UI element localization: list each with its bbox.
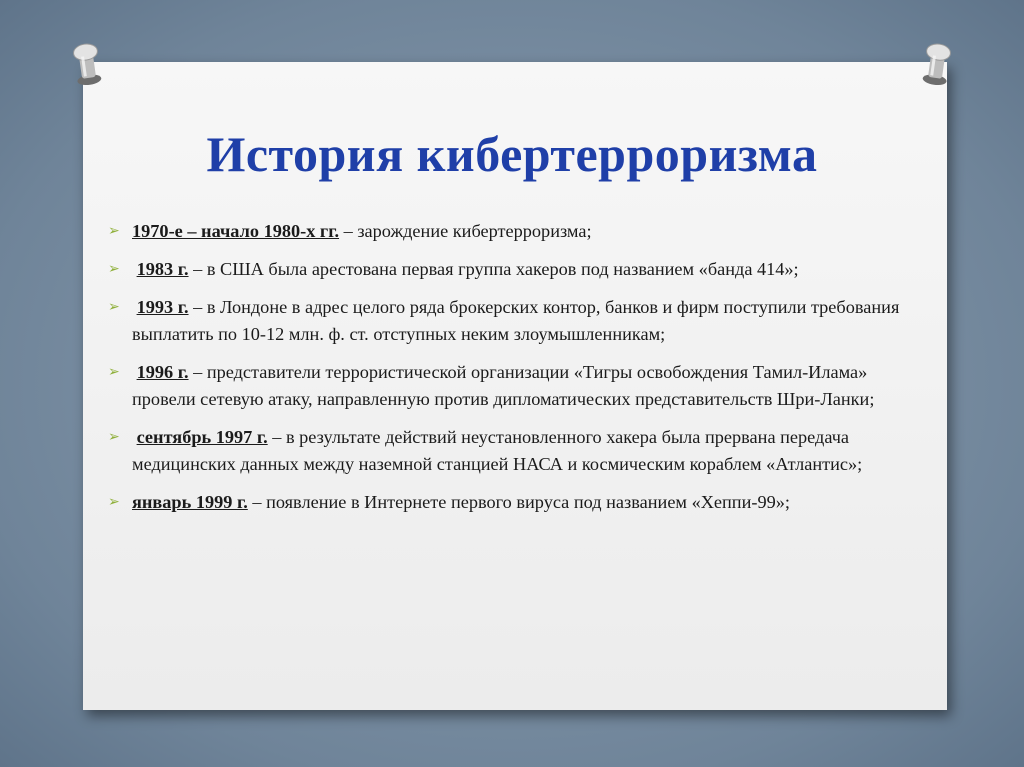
arrow-bullet-icon: ➢ — [108, 494, 120, 510]
list-item — [108, 218, 928, 245]
item-date: 1996 г. — [136, 362, 189, 382]
pushpin-left-icon — [67, 38, 107, 88]
item-date: 1993 г. — [136, 297, 189, 317]
item-text: – в результате действий неустановленного хакера была прервана передача медицинских данных между наземной станцией НАСА и космическим кораблем «Атлантис»; — [132, 427, 863, 474]
item-text: – представители террористической организации «Тигры освобождения Тамил-Илама» провели сетевую атаку, направленную против дипломатических представительств Шри-Ланки; — [132, 362, 875, 409]
arrow-bullet-icon: ➢ — [108, 299, 120, 315]
slide-title: История кибертерроризма — [206, 126, 818, 182]
list-item — [108, 424, 928, 478]
item-date: январь 1999 г. — [132, 492, 248, 512]
item-text: – в США была арестована первая группа хакеров под названием «банда 414»; — [188, 259, 799, 279]
history-list — [108, 218, 928, 527]
list-item — [108, 489, 928, 516]
item-date: сентябрь 1997 г. — [136, 427, 268, 447]
arrow-bullet-icon: ➢ — [108, 223, 120, 239]
list-item — [108, 294, 928, 348]
pushpin-right-icon — [917, 38, 957, 88]
arrow-bullet-icon: ➢ — [108, 364, 120, 380]
list-item — [108, 256, 928, 283]
list-item — [108, 359, 928, 413]
item-text: – зарождение кибертерроризма; — [339, 221, 592, 241]
arrow-bullet-icon: ➢ — [108, 261, 120, 277]
arrow-bullet-icon: ➢ — [108, 429, 120, 445]
item-date: 1970-е – начало 1980-х гг. — [132, 221, 340, 241]
item-text: – в Лондоне в адрес целого ряда брокерских контор, банков и фирм поступили требования выплатить по 10-12 млн. ф. ст. отступных неким злоумышленникам; — [132, 297, 900, 344]
item-date: 1983 г. — [136, 259, 189, 279]
item-text: – появление в Интернете первого вируса под названием «Хеппи-99»; — [247, 492, 790, 512]
